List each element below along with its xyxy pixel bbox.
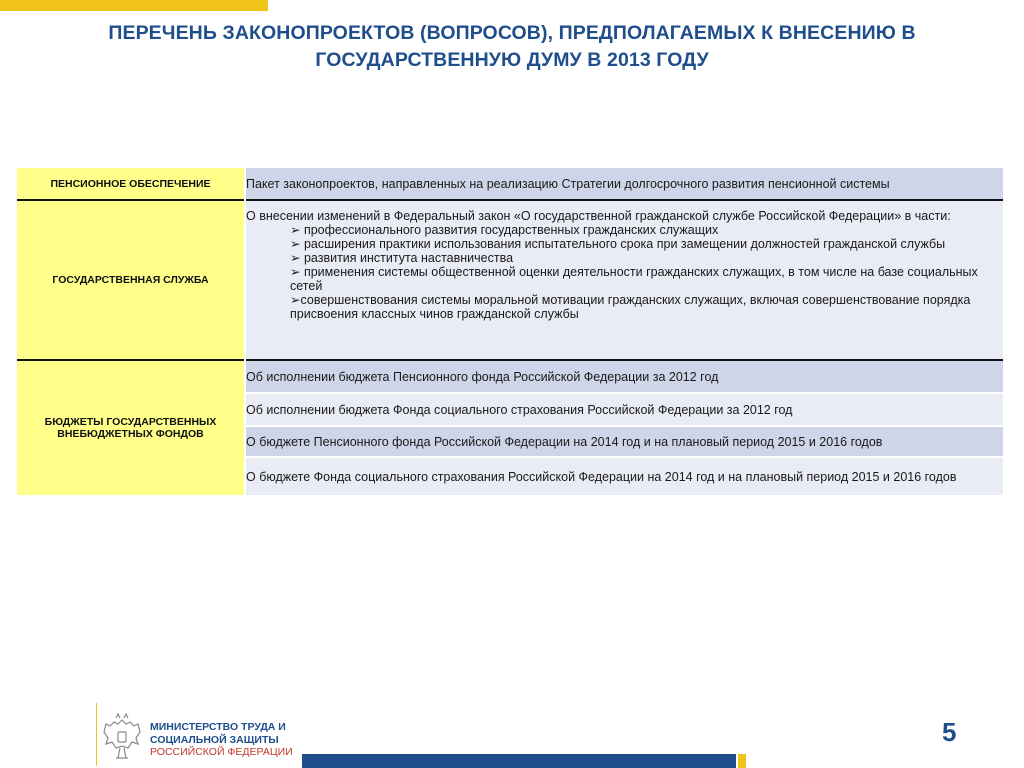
bills-table bbox=[17, 168, 1003, 495]
page-number: 5 bbox=[942, 717, 957, 747]
ministry-line: СОЦИАЛЬНОЙ ЗАЩИТЫ bbox=[150, 733, 279, 746]
list-item: ➢ применения системы общественной оценки деятельности гражданских служащих, в том числе на базе социальных сетей bbox=[290, 265, 978, 293]
bottom-bar bbox=[302, 754, 736, 768]
ministry-line: МИНИСТЕРСТВО ТРУДА И bbox=[150, 721, 286, 733]
table-row bbox=[17, 168, 1003, 200]
ministry-line: РОССИЙСКОЙ ФЕДЕРАЦИИ bbox=[150, 746, 293, 758]
table-row bbox=[17, 360, 1003, 393]
category-funds: БЮДЖЕТЫ ГОСУДАРСТВЕННЫХ ВНЕБЮДЖЕТНЫХ ФОНДОВ bbox=[17, 360, 245, 495]
ministry-name bbox=[150, 721, 293, 759]
coat-of-arms-icon bbox=[100, 712, 144, 764]
bottom-bar-accent bbox=[738, 754, 746, 768]
list-intro: О внесении изменений в Федеральный закон «О государственной гражданской службе Российской Федерации» в части: bbox=[246, 209, 951, 223]
page-title: ПЕРЕЧЕНЬ ЗАКОНОПРОЕКТОВ (ВОПРОСОВ), ПРЕДПОЛАГАЕМЫХ К ВНЕСЕНИЮ В ГОСУДАРСТВЕННУЮ ДУМУ В 2013 ГОДУ bbox=[108, 22, 916, 71]
category-pension: ПЕНСИОННОЕ ОБЕСПЕЧЕНИЕ bbox=[17, 168, 245, 200]
table-row bbox=[17, 200, 1003, 360]
list-item: ➢совершенствования системы моральной мотивации гражданских служащих, включая совершенствование порядка присвоения классных чинов гражданской службы bbox=[290, 293, 971, 321]
category-civil-service: ГОСУДАРСТВЕННАЯ СЛУЖБА bbox=[17, 200, 245, 360]
list-item: ➢ расширения практики использования испытательного срока при замещении должностей гражданской службы bbox=[290, 237, 946, 251]
table-cell: Пакет законопроектов, направленных на реализацию Стратегии долгосрочного развития пенсионной системы bbox=[245, 168, 1003, 200]
table-cell bbox=[245, 200, 1003, 360]
table-cell: Об исполнении бюджета Фонда социального страхования Российской Федерации за 2012 год bbox=[245, 393, 1003, 426]
list-item: ➢ развития института наставничества bbox=[290, 251, 514, 265]
top-accent-bar bbox=[0, 0, 268, 11]
table-cell: О бюджете Фонда социального страхования Российской Федерации на 2014 год и на плановый период 2015 и 2016 годов bbox=[245, 457, 1003, 495]
footer-divider bbox=[96, 703, 97, 766]
table-cell: Об исполнении бюджета Пенсионного фонда Российской Федерации за 2012 год bbox=[245, 360, 1003, 393]
list-item: ➢ профессионального развития государственных гражданских служащих bbox=[290, 223, 719, 237]
table-cell: О бюджете Пенсионного фонда Российской Федерации на 2014 год и на плановый период 2015 и 2016 годов bbox=[245, 426, 1003, 457]
